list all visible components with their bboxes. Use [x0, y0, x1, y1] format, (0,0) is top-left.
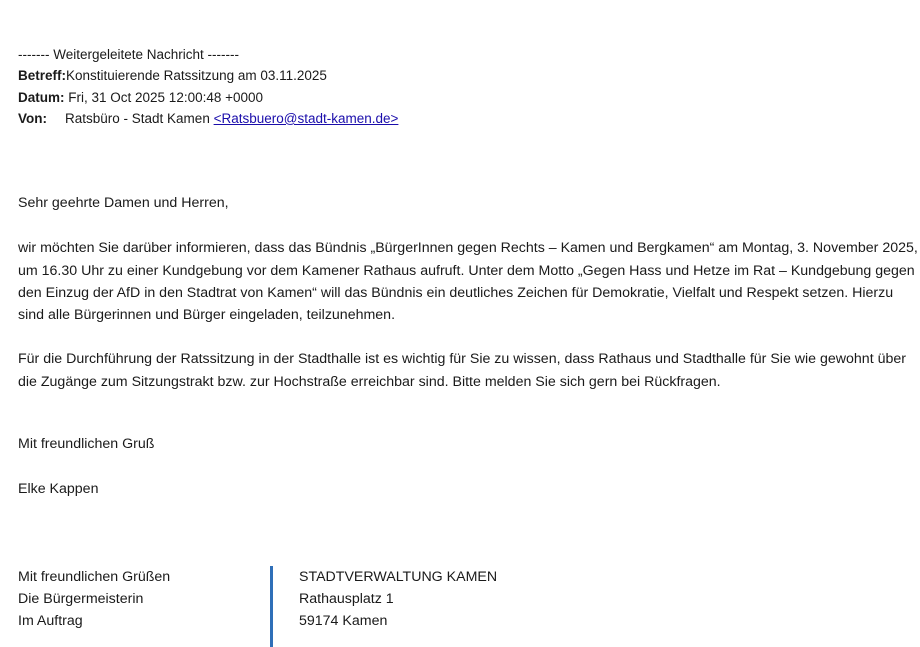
- signature-left-line: Im Auftrag: [18, 613, 83, 629]
- subject-row: [18, 65, 398, 86]
- date-label: Datum:: [18, 89, 65, 105]
- salutation: Sehr geehrte Damen und Herren,: [18, 195, 229, 211]
- closing: Mit freundlichen Gruß: [18, 436, 155, 452]
- forward-header: [18, 44, 398, 129]
- sender-name: Elke Kappen: [18, 481, 99, 497]
- signature-left: [18, 566, 170, 632]
- from-email-link[interactable]: <Ratsbuero@stadt-kamen.de>: [213, 110, 399, 126]
- date-value: Fri, 31 Oct 2025 12:00:48 +0000: [68, 89, 264, 105]
- subject-label: Betreff:: [18, 68, 67, 84]
- from-label: Von:: [18, 110, 47, 126]
- signature-left-line: Mit freundlichen Grüßen: [18, 569, 171, 585]
- forward-separator: ------- Weitergeleitete Nachricht -------: [18, 47, 240, 62]
- paragraph-access-info: Für die Durchführung der Ratssitzung in der Stadthalle ist es wichtig für Sie zu wissen, dass Rathaus und Stadthalle für Sie wie gewohnt über die Zugänge zum Sitzungstrakt bzw. zur Hochstraße erreichbar sind. Bitte melden Sie sich gern bei Rückfragen.: [18, 351, 906, 390]
- signature-city: 59174 Kamen: [299, 613, 388, 629]
- signature-org-name: STADTVERWALTUNG KAMEN: [299, 569, 498, 585]
- signature-left-line: Die Bürgermeisterin: [18, 591, 144, 607]
- signature-right: [299, 566, 497, 632]
- from-name: Ratsbüro - Stadt Kamen: [65, 110, 210, 126]
- date-row: [18, 87, 398, 108]
- signature-street: Rathausplatz 1: [299, 591, 394, 607]
- subject-value: Konstituierende Ratssitzung am 03.11.2025: [66, 68, 327, 84]
- from-row: [18, 108, 398, 129]
- signature-divider: [270, 566, 273, 647]
- paragraph-rally-info: wir möchten Sie darüber informieren, dass das Bündnis „BürgerInnen gegen Rechts – Kamen und Bergkamen“ am Montag, 3. November 2025, um 16.30 Uhr zu einer Kundgebung vor dem Kamener Rathaus aufruft. Unter dem Motto „Gegen Hass und Hetze im Rat – Kundgebung gegen den Einzug der AfD in den Stadtrat von Kamen“ will das Bündnis ein deutliches Zeichen für Demokratie, Vielfalt und Respekt setzen. Hierzu sind alle Bürgerinnen und Bürger eingeladen, teilzunehmen.: [18, 240, 918, 324]
- message-body: [18, 192, 918, 497]
